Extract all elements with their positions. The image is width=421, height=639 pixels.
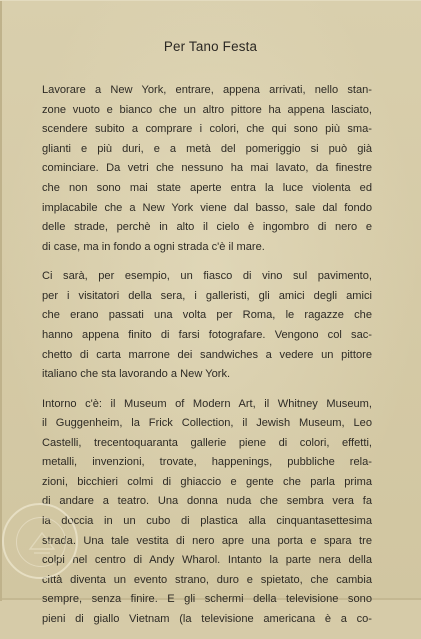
text-line: scendere subito a comprare i colori, che qui sono più sma- [42, 123, 372, 136]
text-line: Lavorare a New York, entrare, appena arrivati, nello stan- [42, 84, 372, 96]
text-line: zone vuoto e bianco che un altro pittore ha appena lasciato, [42, 103, 372, 116]
text-line: colpi nel centro di Andy Wharol. Intanto la parte nera della [42, 554, 372, 567]
text-line: metalli, invenzioni, trovate, happenings, pubbliche rela- [42, 456, 372, 469]
page-edge [0, 1, 2, 601]
text-line: il Guggenheim, la Frick Collection, il Jewish Museum, Leo [42, 417, 372, 430]
text-line: zioni, bicchieri colmi di ghiaccio e gente che parla prima [42, 475, 372, 488]
text-line: strada. Una tale vestita di nero apre una porta e spara tre [42, 534, 372, 547]
paragraph [42, 395, 372, 630]
text-line: Castelli, trecentoquaranta gallerie piene di colori, effetti, [42, 436, 372, 449]
text-line: città diventa un evento strano, duro e spietato, che cambia [42, 573, 372, 586]
text-line: Ci sarà, per esempio, un fiasco di vino sul pavimento, [42, 270, 372, 283]
paragraph [42, 267, 372, 385]
text-line: cominciare. Da vetri che nessuno ha mai lavato, da finestre [42, 162, 372, 175]
text-line: che non sono mai state aperte entra la luce violenta ed [42, 181, 372, 194]
text-line: sempre, senza finire. E gli schermi della televisione sono [42, 593, 372, 606]
text-line: chetto di carta marrone dei sandwiches a vedere un pittore [42, 348, 372, 361]
text-line: pieni di giallo Vietnam (la televisione americana è a co- [42, 613, 372, 626]
page-title: Per Tano Festa [163, 39, 258, 54]
text-line: italiano che sta lavorando a New York. [42, 368, 231, 381]
text-line: hanno appena finito di farsi fotografare. Vengono col sac- [42, 328, 372, 341]
seal-emblem-icon [4, 505, 80, 581]
text-line: la doccia in un cubo di plastica alla cinquantasettesima [42, 515, 372, 528]
text-line: per i visitatori della sera, i galleristi, gli amici degli amici [42, 289, 372, 302]
text-line: che erano passati una volta per Roma, le ragazze che [42, 309, 372, 322]
text-line: di andare a teatro. Una donna nuda che sembra vera fa [42, 495, 372, 508]
body-text [42, 81, 372, 639]
text-line: delle strade, perchè in alto il cielo è ingombro di nero e [42, 221, 372, 234]
text-line: glianti e più duri, e a metà del pomeriggio si può già [42, 142, 372, 155]
text-line: Intorno c'è: il Museum of Modern Art, il Whitney Museum, [42, 397, 372, 410]
text-line: di case, ma in fondo a ogni strada c'è il mare. [42, 240, 265, 253]
text-line: implacabile che a New York viene dal basso, sale dal fondo [42, 201, 372, 214]
paragraph [42, 81, 372, 257]
embossed-seal [2, 503, 78, 579]
